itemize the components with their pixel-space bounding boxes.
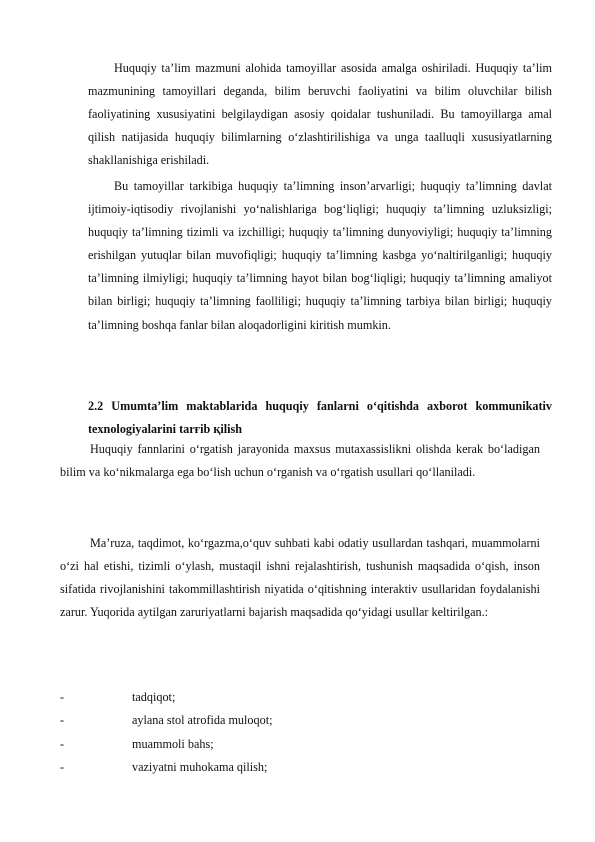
paragraph-principles-intro: Huquqiy ta’lim mazmuni alohida tamoyillar asosida amalga oshiriladi. Huquqiy ta’lim mazmunining tamoyillari deganda, bilim beruvchi faoliyatini va bilim oluvchilar bilish faoliyatining xususiyatini belgilaydigan asosiy qoidalar tushuniladi. Bu tamoyillarga amal qilish natijasida huquqiy bilimlarning o‘zlashtirilishiga va unga taalluqli xususiyatlarning shakllanishiga erishiladi. (88, 61, 552, 168)
list-item-text: muammoli bahs; (132, 736, 214, 751)
list-marker: - (60, 759, 65, 774)
list-item (60, 733, 540, 756)
list-item-text: aylana stol atrofida muloqot; (132, 713, 273, 728)
paragraph-interactive-methods: Ma’ruza, taqdimot, ko‘rgazma,o‘quv suhbati kabi odatiy usullardan tashqari, muammolarni o‘zi hal etishi, tizimli o‘ylash, mustaqil ishni rejalashtirish, tushunish maqsadida o‘qish, inson sifatida rivojlanishini takommillashtirish niyatida o‘qitishning interaktiv usullaridan foydalanishi zarur. Yuqorida aytilgan zaruriyatlarni bajarish maqsadida qo‘yidagi usullar keltirilgan.: (60, 536, 540, 620)
paragraph-principles-list: Bu tamoyillar tarkibiga huquqiy ta’limning inson’arvarligi; huquqiy ta’limning davlat ijtimoiy-iqtisodiy rivojlanishi yo‘nalishlariga bog‘liqligi; huquqiy ta’limning uzluksizligi; huquqiy ta’limning tizimli va izchilligi; huquqiy ta’limning dunyoviyligi; huquqiy ta’limning erishilgan yutuqlar bilan muvofiqligi; huquqiy ta’limning kasbga yo‘naltirilganligi; huquqiy ta’limning ilmiyligi; huquqiy ta’limning hayot bilan bog‘liqligi; huquqiy ta’limning amaliyot bilan birligi; huquqiy ta’limning faolliligi; huquqiy ta’limning tarbiya bilan birligi; huquqiy ta’limning boshqa fanlar bilan aloqadorligini kiritish mumkin. (88, 179, 552, 332)
methods-list (60, 686, 540, 779)
list-item-text: vaziyatni muhokama qilish; (132, 759, 268, 774)
list-item (60, 686, 540, 709)
list-item-text: tadqiqot; (132, 690, 176, 704)
list-item (60, 709, 540, 732)
list-marker: - (60, 690, 65, 704)
list-marker: - (60, 736, 65, 751)
list-item (60, 756, 540, 779)
section-heading: 2.2 Umumta’lim maktablarida huquqiy fanlarni o‘qitishda axborot kommunikativ texnologiyalarini tarғib қilish (88, 399, 552, 437)
list-marker: - (60, 713, 65, 728)
paragraph-teaching-methods: Huquqiy fannlarini o‘rgatish jarayonida maxsus mutaxassislikni olishda kerak bo‘ladigan bilim va ko‘nikmalarga ega bo‘lish uchun o‘rganish va o‘rgatish usullari qo‘llaniladi. (60, 442, 540, 480)
